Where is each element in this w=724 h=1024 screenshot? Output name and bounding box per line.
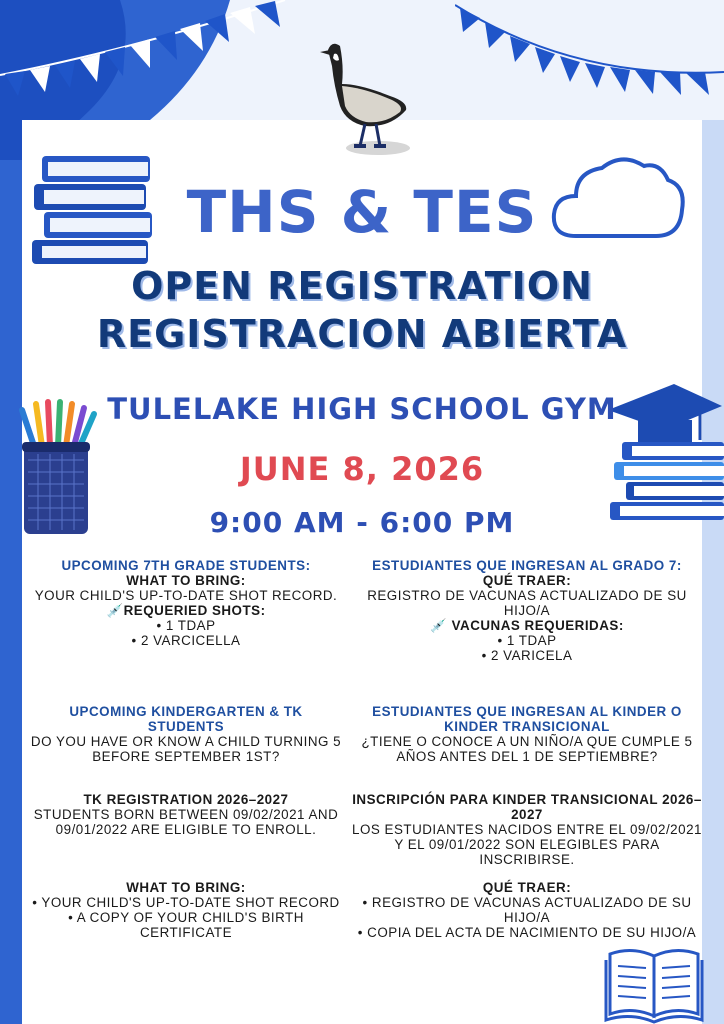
section-heading: ESTUDIANTES QUE INGRESAN AL GRADO 7: [372,558,682,573]
kinder-bring-english [30,880,342,940]
schools-title: THS & TES [186,178,538,246]
syringe-icon: 💉 [430,618,448,633]
shot-item: • 2 VARCICELLA [131,633,241,648]
title-english: OPEN REGISTRATION [131,264,593,308]
shot-item: • 1 TDAP [497,633,557,648]
shot-item: • 1 TDAP [156,618,216,633]
event-date: JUNE 8, 2026 [239,450,485,488]
syringe-icon: 💉 [106,603,124,618]
tk-registration-english [30,792,342,837]
bring-text: REGISTRO DE VACUNAS ACTUALIZADO DE SU HIJO/A [367,588,687,618]
bring-item: • A COPY OF YOUR CHILD'S BIRTH CERTIFICATE [68,910,304,940]
tk-text: LOS ESTUDIANTES NACIDOS ENTRE EL 09/02/2021 Y EL 09/01/2022 SON ELEGIBLES PARA INSCRIBIRSE. [352,822,702,867]
tk-text: STUDENTS BORN BETWEEN 09/02/2021 AND 09/01/2022 ARE ELIGIBLE TO ENROLL. [33,807,339,837]
bring-text: YOUR CHILD'S UP-TO-DATE SHOT RECORD. [34,588,338,603]
event-location: TULELAKE HIGH SCHOOL GYM [107,392,617,426]
bunting-left-icon [0,0,290,120]
title-spanish: REGISTRACION ABIERTA [96,312,628,356]
kinder-english [30,704,342,764]
bring-label: QUÉ TRAER: [482,880,572,895]
bring-label: WHAT TO BRING: [126,880,246,895]
seventh-grade-english [30,558,342,648]
bring-label: QUÉ TRAER: [482,573,572,588]
bring-item: • YOUR CHILD'S UP-TO-DATE SHOT RECORD [32,895,340,910]
open-book-icon [604,940,704,1024]
shots-label: VACUNAS REQUERIDAS: [451,618,624,633]
tk-label: TK REGISTRATION 2026–2027 [83,792,289,807]
tk-label: INSCRIPCIÓN PARA KINDER TRANSICIONAL 2026–2027 [352,792,702,822]
goose-icon [310,36,420,156]
bring-label: WHAT TO BRING: [126,573,246,588]
tk-registration-spanish [352,792,702,867]
section-heading: UPCOMING 7TH GRADE STUDENTS: [61,558,311,573]
kinder-question: ¿TIENE O CONOCE A UN NIÑO/A QUE CUMPLE 5 AÑOS ANTES DEL 1 DE SEPTIEMBRE? [361,734,693,764]
bunting-right-icon [455,0,724,130]
shots-label: REQUERIED SHOTS: [123,603,266,618]
kinder-bring-spanish [352,880,702,940]
section-heading: UPCOMING KINDERGARTEN & TK STUDENTS [69,704,303,734]
bring-item: • REGISTRO DE VACUNAS ACTUALIZADO DE SU HIJO/A [362,895,692,925]
bring-item: • COPIA DEL ACTA DE NACIMIENTO DE SU HIJO/A [357,925,697,940]
seventh-grade-spanish [352,558,702,663]
kinder-spanish [352,704,702,764]
section-heading: ESTUDIANTES QUE INGRESAN AL KINDER O KINDER TRANSICIONAL [372,704,682,734]
shot-item: • 2 VARICELA [481,648,573,663]
event-time: 9:00 AM - 6:00 PM [209,506,515,539]
kinder-question: DO YOU HAVE OR KNOW A CHILD TURNING 5 BEFORE SEPTEMBER 1ST? [30,734,342,764]
